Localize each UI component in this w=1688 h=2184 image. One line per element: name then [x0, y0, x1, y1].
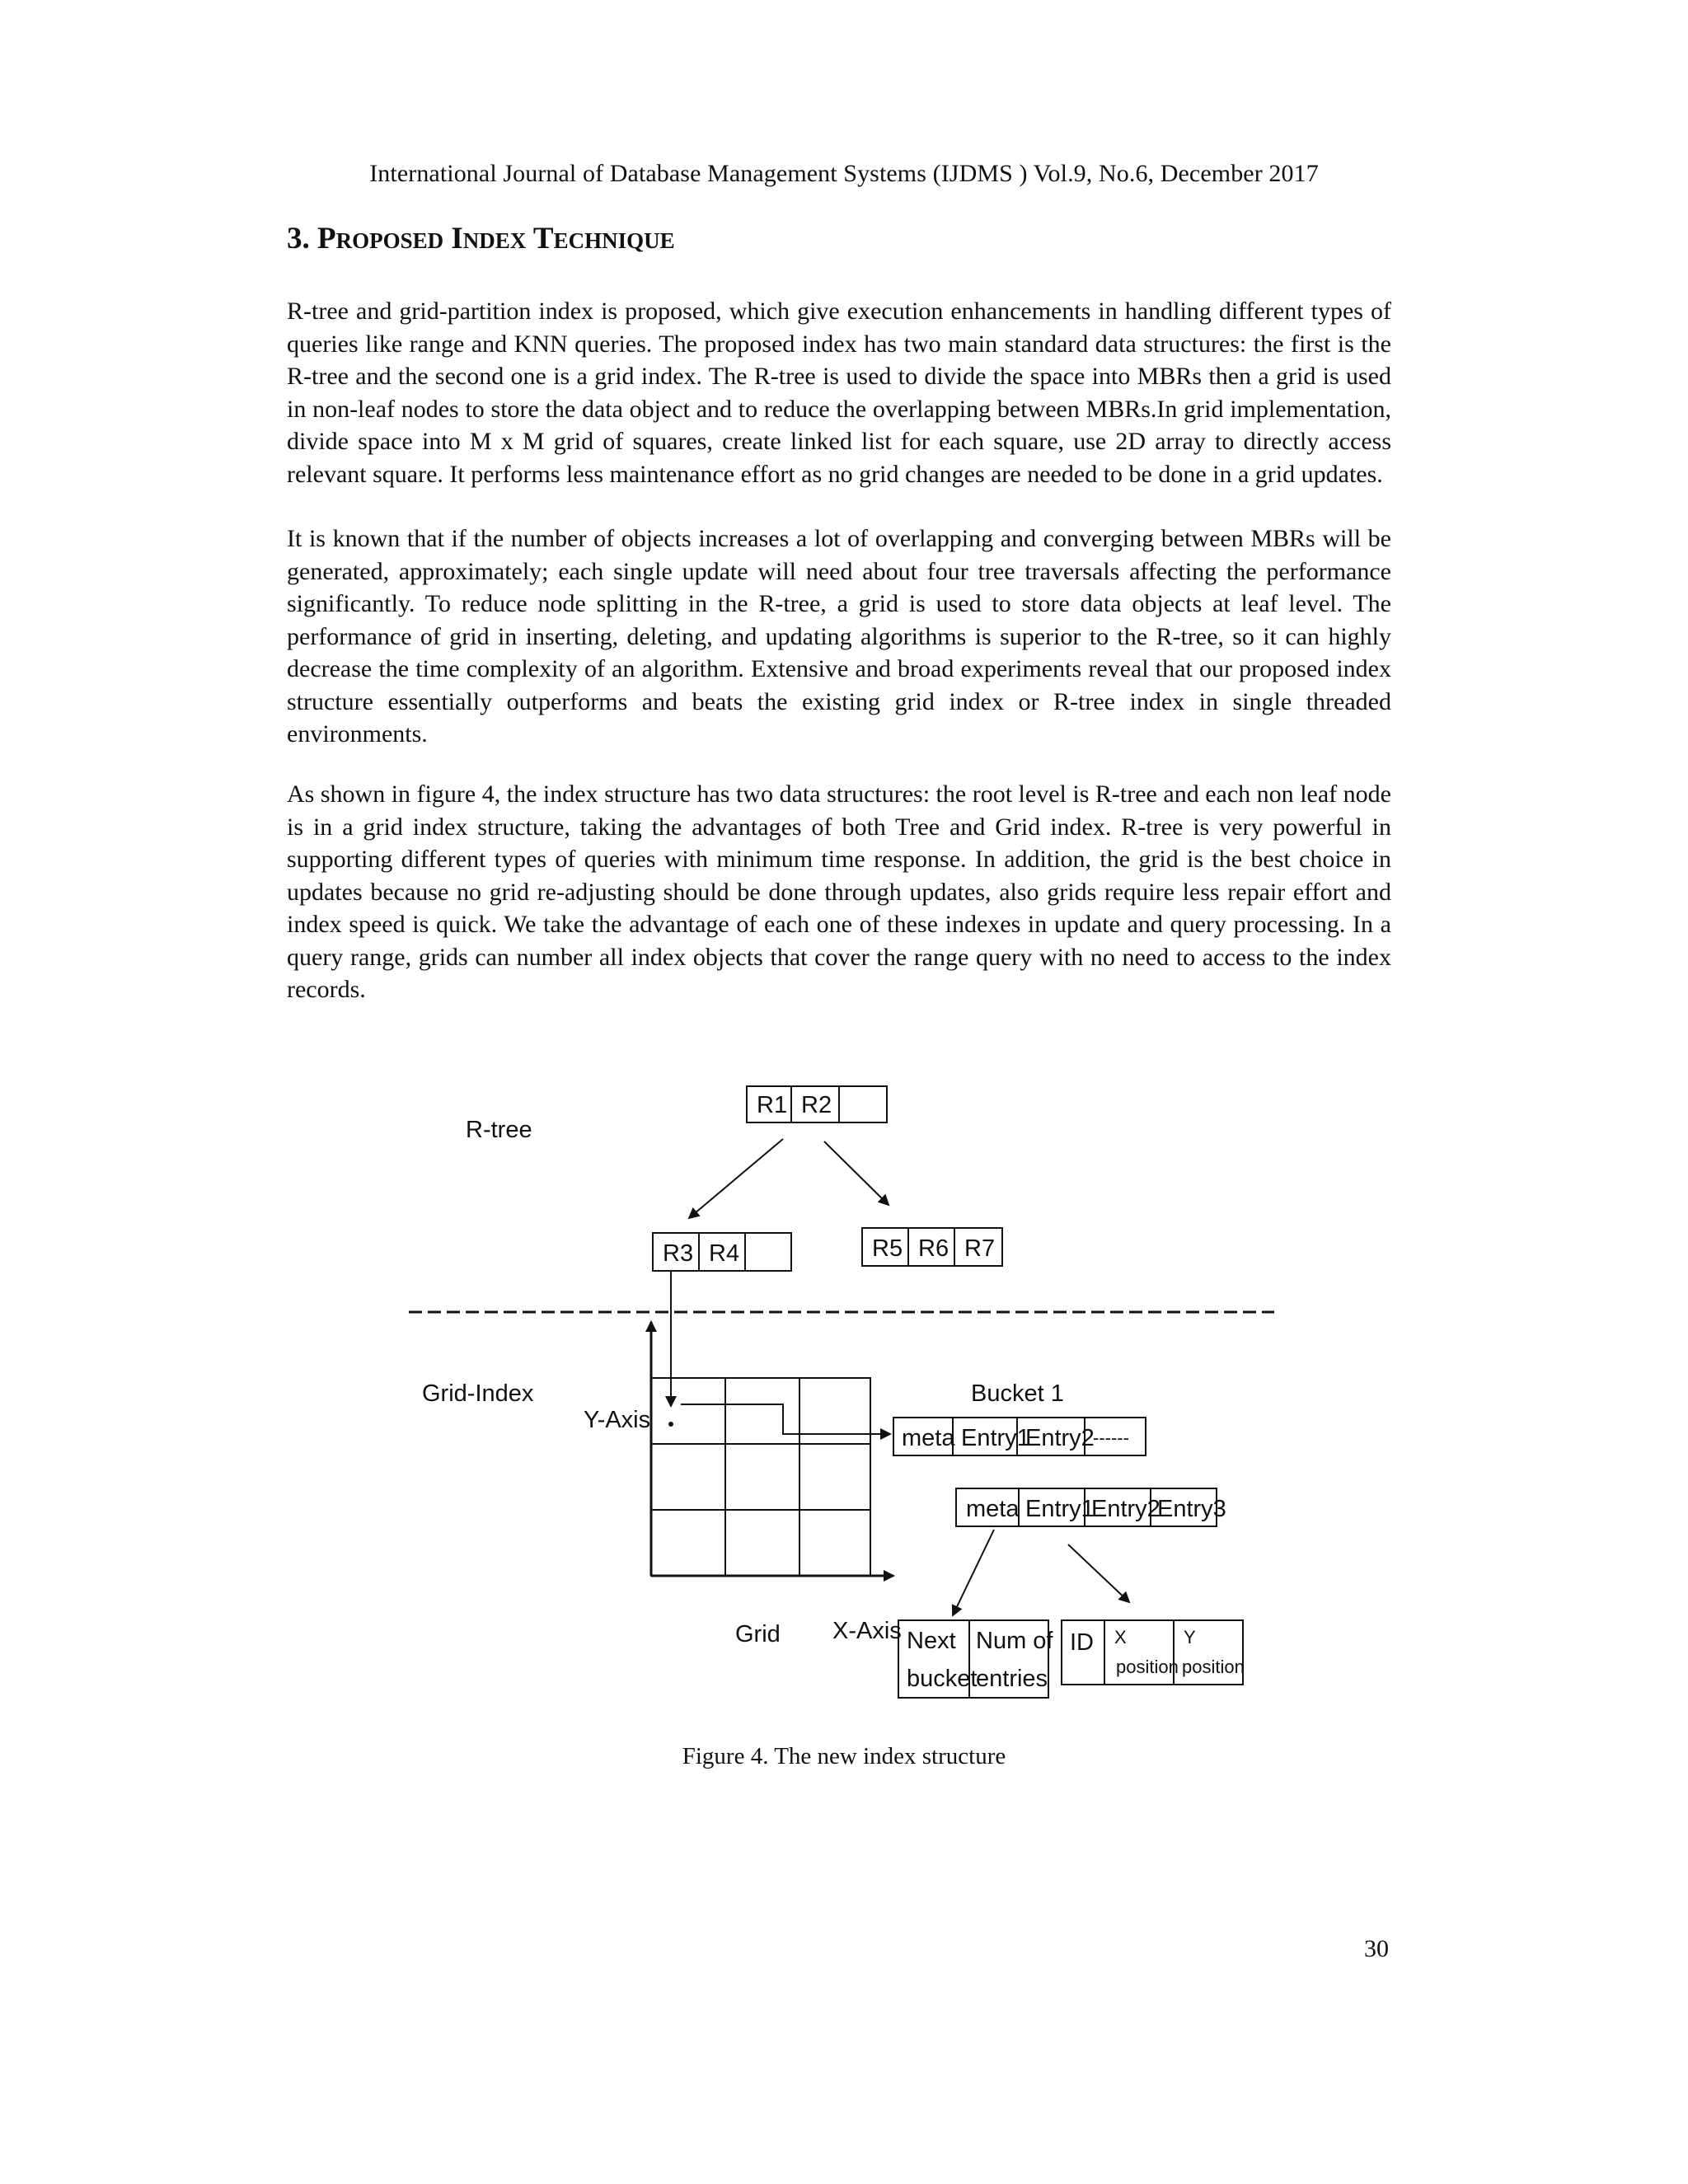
entry-arrow	[953, 1530, 994, 1615]
node-cell: R5	[872, 1235, 903, 1262]
meta-cell: entries	[976, 1666, 1048, 1692]
entry-detail-cell: Y	[1184, 1627, 1196, 1647]
heading-cap: P	[317, 222, 336, 255]
entry-cell: Entry2	[1091, 1496, 1160, 1522]
node-cell: R2	[801, 1092, 832, 1118]
entry-detail-cell: X	[1114, 1627, 1127, 1647]
rtree-label: R-tree	[466, 1117, 532, 1143]
heading-cap: T	[532, 222, 554, 255]
bucket-row	[893, 1418, 1146, 1455]
entry-detail-cell: ID	[1070, 1629, 1094, 1656]
meta-cell: Next	[907, 1628, 956, 1654]
figure-caption: Figure 4. The new index structure	[682, 1743, 1006, 1769]
tree-edge-arrow	[689, 1139, 783, 1218]
x-axis-label: X-Axis	[832, 1618, 902, 1644]
entry-cell: meta	[966, 1496, 1020, 1522]
bucket-cell: ------	[1093, 1427, 1129, 1448]
heading-smallcaps: NDEX	[462, 228, 527, 253]
meta-box	[898, 1620, 1053, 1698]
entry-detail-cell: position	[1182, 1657, 1245, 1677]
entry-cell: Entry3	[1157, 1496, 1226, 1522]
rtree-left-node	[653, 1233, 791, 1271]
node-cell: R7	[964, 1235, 996, 1262]
section-number: 3.	[287, 222, 310, 255]
grid-label: Grid	[735, 1621, 781, 1647]
node-cell: R1	[757, 1092, 788, 1118]
paragraph-3: As shown in figure 4, the index structure has two data structures: the root level is R-tree and each non leaf node is in a grid index structure, taking the advantages of both Tree and Grid index. R-tree is very powerful in supporting different types of queries with minimum time response. In addition, the grid is the best choice in updates because no grid re-adjusting should be done through updates, also grids require less repair effort and index speed is quick. We take the advantage of each one of these indexes in update and query processing. In a query range, grids can number all index objects that cover the range query with no need to access to the index records.	[287, 780, 1391, 1003]
bucket-cell: meta	[902, 1425, 955, 1451]
paragraph-2: It is known that if the number of objects increases a lot of overlapping and converging between MBRs will be generated, approximately; each single update will need about four tree traversals affecting the performance significantly. To reduce node splitting in the R-tree, a grid is used to store data objects at leaf level. The performance of grid in inserting, deleting, and updating algorithms is superior to the R-tree, so it can highly decrease the time complexity of an algorithm. Extensive and broad experiments reveal that our proposed index structure essentially outperforms and beats the existing grid index or R-tree index in single threaded environments.	[287, 525, 1391, 748]
running-header: International Journal of Database Management Systems (IJDMS ) Vol.9, No.6, December 2017	[369, 160, 1319, 187]
data-point	[668, 1422, 673, 1427]
heading-cap: I	[451, 222, 463, 255]
grid-cells	[651, 1378, 870, 1576]
bucket-pointer-arrow	[681, 1404, 890, 1434]
bucket-cell: Entry2	[1025, 1425, 1095, 1451]
tree-edge-arrow	[824, 1141, 889, 1205]
heading-smallcaps: ECHNIQUE	[553, 228, 675, 253]
meta-cell: bucket	[907, 1666, 978, 1692]
page-number: 30	[1364, 1935, 1389, 1962]
heading-smallcaps: ROPOSED	[335, 228, 444, 253]
y-axis-label: Y-Axis	[584, 1407, 651, 1433]
paragraph-1: R-tree and grid-partition index is proposed, which give execution enhancements in handling different types of queries like range and KNN queries. The proposed index has two main standard data structures: the first is the R-tree and the second one is a grid index. The R-tree is used to divide the space into MBRs then a grid is used in non-leaf nodes to store the data object and to reduce the overlapping between MBRs.In grid implementation, divide space into M x M grid of squares, create linked list for each square, use 2D array to directly access relevant square. It performs less maintenance effort as no grid changes are needed to be done in a grid updates.	[287, 298, 1391, 488]
node-cell: R4	[709, 1240, 740, 1267]
meta-cell: Num of	[976, 1628, 1053, 1654]
entry-arrow	[1068, 1544, 1129, 1602]
node-cell: R3	[663, 1240, 694, 1267]
rtree-root-node	[747, 1086, 887, 1122]
entry-cell: Entry1	[1025, 1496, 1095, 1522]
bucket-label: Bucket 1	[971, 1380, 1064, 1407]
rtree-right-node	[862, 1228, 1002, 1266]
entry-detail-box	[1062, 1620, 1245, 1685]
grid-index-label: Grid-Index	[422, 1380, 534, 1407]
entry-detail-cell: position	[1116, 1657, 1179, 1677]
node-cell: R6	[918, 1235, 950, 1262]
entry-row	[956, 1488, 1226, 1526]
bucket-cell: Entry1	[961, 1425, 1030, 1451]
